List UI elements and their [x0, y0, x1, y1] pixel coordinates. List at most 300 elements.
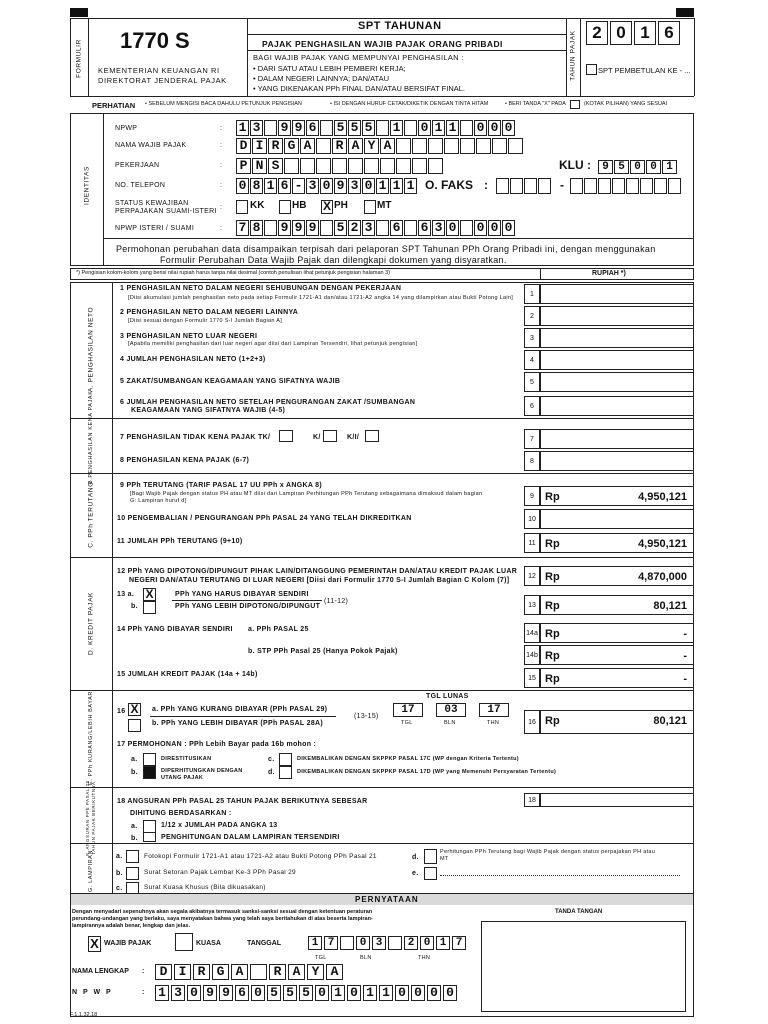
digit-cell[interactable] [404, 220, 417, 236]
digit-cell[interactable]: R [332, 138, 347, 154]
digit-cell[interactable]: 0 [362, 178, 375, 194]
ptkp-k-box[interactable] [323, 430, 337, 442]
lampiran-a-checkbox[interactable] [126, 850, 139, 863]
line-16-num: 16 [524, 710, 540, 734]
faks-cell[interactable] [570, 178, 583, 194]
line-1-amount[interactable] [540, 284, 694, 304]
line-6b: KEAGAMAAN YANG SIFATNYA WAJIB (4-5) [131, 407, 286, 414]
digit-cell[interactable]: 1 [236, 120, 249, 136]
digit-cell[interactable]: 3 [306, 178, 319, 194]
line-6a: 6 JUMLAH PENGHASILAN NETO SETELAH PENGURANGAN ZAKAT /SUMBANGAN [120, 399, 416, 406]
digit-cell[interactable]: 0 [630, 160, 645, 174]
line-14b-amount[interactable]: Rp - [540, 645, 694, 665]
digit-cell[interactable]: 1 [363, 985, 377, 1001]
section-g-label: G. LAMPIRAN [88, 849, 94, 893]
line-16a: a. PPh YANG KURANG DIBAYAR (PPh PASAL 29) [152, 706, 328, 713]
tahun-pajak-digits[interactable] [586, 21, 682, 45]
digit-cell[interactable] [320, 120, 333, 136]
digit-cell[interactable]: 0 [474, 220, 487, 236]
digit-cell[interactable]: 1 [390, 178, 403, 194]
line-10-num: 10 [524, 509, 540, 529]
line-16-formula: (13-15) [354, 713, 379, 720]
line-3: 3 PENGHASILAN NETO LUAR NEGERI [120, 333, 258, 340]
section-e-label: E. PPh KURANG/LEBIH BAYAR [88, 691, 94, 785]
digit-cell[interactable] [364, 158, 379, 174]
criteria-item-2: • DALAM NEGERI LAINNYA; DAN/ATAU [253, 74, 389, 83]
digit-cell[interactable]: 6 [235, 985, 249, 1001]
lampiran-b: Surat Setoran Pajak Lembar Ke-3 PPh Pasal 29 [144, 869, 296, 876]
line-9-num: 9 [524, 486, 540, 506]
perhatian-note-2: • ISI DENGAN HURUF CETAK/DIKETIK DENGAN TINTA HITAM [330, 101, 489, 107]
tahun-digit[interactable]: 1 [634, 21, 656, 45]
digit-cell[interactable]: A [300, 138, 315, 154]
perhatian-note-4: (KOTAK PILIHAN) YANG SESUAI [584, 101, 668, 107]
tgl-lunas-day[interactable]: 17 [393, 703, 423, 717]
status-hb-checkbox[interactable] [279, 200, 291, 214]
skppkp-17d-checkbox[interactable] [279, 766, 292, 779]
lampiran-e-checkbox[interactable] [424, 867, 437, 880]
digit-cell[interactable]: 3 [348, 178, 361, 194]
digit-cell[interactable]: 5 [362, 120, 375, 136]
digit-cell[interactable]: 9 [334, 178, 347, 194]
digit-cell[interactable]: 3 [250, 120, 263, 136]
angsuran-b-checkbox[interactable] [143, 832, 156, 842]
digit-cell[interactable] [396, 158, 411, 174]
line-11-amount[interactable]: Rp 4,950,121 [540, 533, 694, 553]
line-16b-checkbox[interactable] [128, 719, 141, 732]
digit-cell[interactable]: 1 [390, 120, 403, 136]
status-label-2: PERPAJAKAN SUAMI-ISTERI [115, 208, 217, 215]
digit-cell[interactable]: 5 [334, 120, 347, 136]
digit-cell[interactable]: 1 [662, 160, 677, 174]
kuasa-label: KUASA [196, 940, 221, 947]
digit-cell[interactable]: 0 [315, 985, 329, 1001]
pembetulan-checkbox[interactable] [586, 64, 597, 75]
npwp-istri-field[interactable] [236, 220, 516, 236]
digit-cell[interactable]: I [252, 138, 267, 154]
line-10-amount[interactable] [540, 509, 694, 529]
digit-cell[interactable] [428, 138, 443, 154]
digit-cell[interactable] [412, 158, 427, 174]
digit-cell[interactable]: A [288, 964, 305, 980]
restitusi-checkbox[interactable] [143, 753, 156, 766]
digit-cell[interactable]: 1 [432, 120, 445, 136]
digit-cell[interactable]: 1 [376, 178, 389, 194]
digit-cell[interactable]: R [268, 138, 283, 154]
digit-cell[interactable]: 5 [348, 120, 361, 136]
line-16-amount[interactable]: Rp 80,121 [540, 710, 694, 734]
line-14a: a. PPh PASAL 25 [248, 626, 309, 633]
klu-field[interactable] [598, 160, 678, 174]
digit-cell[interactable] [460, 138, 475, 154]
line-18-sub: DIHITUNG BERDASARKAN : [130, 810, 232, 817]
line-7: 7 PENGHASILAN TIDAK KENA PAJAK TK/ [120, 434, 271, 441]
digit-cell[interactable]: A [326, 964, 343, 980]
line-11-num: 11 [524, 533, 540, 553]
line-18b: PENGHITUNGAN DALAM LAMPIRAN TERSENDIRI [161, 834, 340, 841]
line-13-amount[interactable]: Rp 80,121 [540, 595, 694, 615]
permohonan-line-2: Formulir Perubahan Data Wajib Pajak dan dilengkapi dokumen yang disyaratkan. [160, 255, 507, 265]
digit-cell[interactable]: 5 [283, 985, 297, 1001]
digit-cell[interactable]: 2 [348, 220, 361, 236]
section-c-label: C. PPh TERUTANG [87, 481, 95, 548]
digit-cell[interactable] [428, 158, 443, 174]
line-13-formula: (11-12) [324, 598, 349, 605]
faks-cell[interactable] [538, 178, 551, 194]
line-13-prefix: 13 a. [117, 591, 135, 598]
status-kk-checkbox[interactable] [236, 200, 248, 214]
digit-cell[interactable]: 0 [356, 936, 370, 950]
digit-cell[interactable]: 0 [502, 120, 515, 136]
digit-cell[interactable]: 9 [306, 220, 319, 236]
digit-cell[interactable]: D [236, 138, 251, 154]
line-18-num: 18 [524, 793, 540, 807]
tanggal-field[interactable] [308, 936, 468, 950]
faks-cell[interactable] [598, 178, 611, 194]
status-mt-label: MT [377, 200, 392, 211]
kuasa-checkbox[interactable] [175, 933, 193, 951]
digit-cell[interactable]: 1 [264, 178, 277, 194]
line-2: 2 PENGHASILAN NETO DALAM NEGERI LAINNYA [120, 309, 299, 316]
tgl-lunas-label: TGL LUNAS [426, 693, 469, 700]
digit-cell[interactable]: 2 [404, 936, 418, 950]
faks-field-prefix[interactable] [496, 178, 552, 194]
digit-cell[interactable]: 8 [250, 220, 263, 236]
digit-cell[interactable] [396, 138, 411, 154]
digit-cell[interactable]: 0 [347, 985, 361, 1001]
line-18a: 1/12 x JUMLAH PADA ANGKA 13 [161, 822, 278, 829]
line-8-num: 8 [524, 451, 540, 471]
corner-mark-right [676, 8, 694, 17]
digit-cell[interactable]: 9 [278, 120, 291, 136]
digit-cell[interactable]: A [348, 138, 363, 154]
line-6-amount[interactable] [540, 396, 694, 416]
page-title: SPT TAHUNAN [358, 20, 442, 32]
lampiran-d-2: MT [440, 856, 449, 862]
digit-cell[interactable]: D [155, 964, 172, 980]
line-3-num: 3 [524, 328, 540, 348]
digit-cell[interactable] [250, 964, 267, 980]
line-11-value: 4,950,121 [638, 538, 687, 550]
faks-cell[interactable] [496, 178, 509, 194]
line-2-amount[interactable] [540, 306, 694, 326]
digit-cell[interactable]: 8 [250, 178, 263, 194]
digit-cell[interactable]: G [284, 138, 299, 154]
digit-cell[interactable]: N [252, 158, 267, 174]
table-header-note: *) Pengisian kolom-kolom yang berisi nilai rupiah harus tanpa nilai desimal (contoh penulisan lihat petunjuk pengisian halaman 3) [76, 270, 390, 276]
digit-cell[interactable] [376, 220, 389, 236]
line-1-note: [Diisi akumulasi jumlah penghasilan neto pada setiap Formulir 1721-A1 dan/atau 1721-A2 angka 14 yang dilampirkan atau Bukti Potong Lain] [128, 295, 514, 301]
digit-cell[interactable]: Y [364, 138, 379, 154]
digit-cell[interactable] [380, 158, 395, 174]
digit-cell[interactable] [316, 158, 331, 174]
line-13a-checkbox[interactable]: X [143, 588, 156, 601]
tahun-digit[interactable]: 6 [658, 21, 680, 45]
pernyataan-text-3: lampirannya adalah benar, lengkap dan jelas. [72, 923, 190, 929]
section-d-label: D. KREDIT PAJAK [87, 592, 95, 655]
npwp-label: NPWP [115, 125, 138, 132]
tahun-digit[interactable]: 2 [586, 21, 608, 45]
digit-cell[interactable]: 1 [331, 985, 345, 1001]
digit-cell[interactable]: 0 [236, 178, 249, 194]
line-14: 14 PPh YANG DIBAYAR SENDIRI [117, 626, 233, 633]
ptkp-ki-box[interactable] [365, 430, 379, 442]
npwp-istri-label: NPWP ISTERI / SUAMI [115, 225, 195, 232]
skppkp-17c-checkbox[interactable] [279, 753, 292, 766]
nama-field[interactable] [236, 138, 524, 154]
line-15-amount[interactable]: Rp - [540, 668, 694, 688]
perhatian-note-1: • SEBELUM MENGISI BACA DAHULU PETUNJUK PENGISIAN [145, 101, 302, 107]
digit-cell[interactable]: 3 [362, 220, 375, 236]
digit-cell[interactable] [264, 220, 277, 236]
status-ph-checkbox[interactable]: X [322, 199, 331, 213]
line-8-amount[interactable] [540, 451, 694, 471]
corner-mark-left [70, 8, 88, 17]
telepon-field[interactable] [236, 178, 418, 194]
tgl-lunas-month[interactable]: 03 [436, 703, 466, 717]
line-18-amount[interactable] [540, 793, 694, 807]
line-14b-num: 14b [524, 645, 540, 665]
digit-cell[interactable]: 0 [411, 985, 425, 1001]
digit-cell[interactable]: A [231, 964, 248, 980]
digit-cell[interactable]: 0 [187, 985, 201, 1001]
line-2-num: 2 [524, 306, 540, 326]
faks-cell[interactable] [612, 178, 625, 194]
diperhitungkan-checkbox[interactable] [143, 766, 156, 779]
digit-cell[interactable]: 9 [219, 985, 233, 1001]
pernyataan-text-2: perundang-undangan yang berlaku, saya menyatakan bahwa yang telah saya beritahukan di atas beserta lampiran- [72, 916, 373, 922]
digit-cell[interactable]: 1 [379, 985, 393, 1001]
digit-cell[interactable] [460, 220, 473, 236]
line-5-num: 5 [524, 372, 540, 392]
digit-cell[interactable] [412, 138, 427, 154]
digit-cell[interactable] [340, 936, 354, 950]
digit-cell[interactable]: 9 [292, 220, 305, 236]
digit-cell[interactable] [320, 220, 333, 236]
ministry-line-2: DIREKTORAT JENDERAL PAJAK [98, 76, 227, 85]
digit-cell[interactable]: 7 [452, 936, 466, 950]
digit-cell[interactable]: 0 [502, 220, 515, 236]
line-13b-checkbox[interactable] [143, 601, 156, 614]
digit-cell[interactable] [444, 138, 459, 154]
ptkp-tk-box[interactable] [279, 430, 293, 442]
telepon-label: NO. TELEPON [115, 182, 166, 189]
faks-cell[interactable] [626, 178, 639, 194]
pernyataan-title: PERNYATAAN [355, 895, 419, 904]
digit-cell[interactable]: 6 [418, 220, 431, 236]
pernyataan-text-1: Dengan menyadari sepenuhnya akan segala akibatnya termasuk sanksi-sanksi sesuai dengan ketentuan peraturan [72, 909, 373, 915]
tahun-pajak-label: TAHUN PAJAK [569, 30, 577, 81]
digit-cell[interactable]: 3 [432, 220, 445, 236]
line-14a-amount[interactable]: Rp - [540, 623, 694, 643]
digit-cell[interactable]: 1 [446, 120, 459, 136]
signature-box[interactable] [481, 921, 686, 1012]
line-12b: NEGERI DAN/ATAU TERUTANG DI LUAR NEGERI [Diisi dari Formulir 1770 S-I Jumlah Bagian C Kolom (7)] [129, 577, 510, 584]
digit-cell[interactable] [264, 120, 277, 136]
line-6-num: 6 [524, 396, 540, 416]
line-9-note-1: [Bagi Wajib Pajak dengan status PH atau MT diisi dari Lampiran Perhitungan PPh Terutang sebagaimana dimaksud dalam bagian [130, 491, 483, 497]
digit-cell[interactable]: 0 [488, 220, 501, 236]
digit-cell[interactable]: I [174, 964, 191, 980]
digit-cell[interactable]: 0 [443, 985, 457, 1001]
line-4: 4 JUMLAH PENGHASILAN NETO (1+2+3) [120, 356, 266, 363]
permohonan-line-1: Permohonan perubahan data disampaikan terpisah dari pelaporan SPT Tahunan PPh Orang Pribadi ini, dengan menggunakan [116, 244, 656, 254]
line-9-amount[interactable]: Rp 4,950,121 [540, 486, 694, 506]
digit-cell[interactable]: R [193, 964, 210, 980]
wajib-pajak-checkbox[interactable]: X [88, 936, 101, 952]
digit-cell[interactable]: 9 [278, 220, 291, 236]
digit-cell[interactable]: 9 [203, 985, 217, 1001]
line-8: 8 PENGHASILAN KENA PAJAK (6-7) [120, 457, 250, 464]
digit-cell[interactable] [460, 120, 473, 136]
nama-lengkap-field[interactable] [155, 964, 345, 980]
digit-cell[interactable]: 0 [446, 220, 459, 236]
digit-cell[interactable]: 5 [299, 985, 313, 1001]
section-b-label: B.PENGHASILAN KENA PAJAK [88, 390, 94, 484]
digit-cell[interactable]: 1 [308, 936, 322, 950]
digit-cell[interactable] [376, 120, 389, 136]
digit-cell[interactable] [492, 138, 507, 154]
tanda-tangan-label: TANDA TANGAN [555, 909, 603, 915]
line-17a: DIRESTITUSIKAN [161, 756, 212, 762]
line-16a-checkbox[interactable]: X [128, 703, 141, 716]
digit-cell[interactable] [332, 158, 347, 174]
line-14a-num: 14a [524, 623, 540, 643]
line-14b-value: - [683, 650, 687, 662]
perhatian-note-3: • BERI TANDA "X" PADA [505, 101, 566, 107]
digit-cell[interactable]: 6 [306, 120, 319, 136]
line-14a-value: - [683, 628, 687, 640]
lampiran-c: Surat Kuasa Khusus (Bila dikuasakan) [144, 884, 266, 891]
digit-cell[interactable]: Y [307, 964, 324, 980]
digit-cell[interactable]: 5 [334, 220, 347, 236]
digit-cell[interactable]: 0 [395, 985, 409, 1001]
line-12a: 12 PPh YANG DIPOTONG/DIPUNGUT PIHAK LAIN/DITANGGUNG PEMERINTAH DAN/ATAU KREDIT PAJAK LUAR [117, 568, 518, 575]
digit-cell[interactable]: R [269, 964, 286, 980]
digit-cell[interactable]: 9 [292, 120, 305, 136]
digit-cell[interactable] [316, 138, 331, 154]
line-12-value: 4,870,000 [638, 571, 687, 583]
criteria-item-3: • YANG DIKENAKAN PPh FINAL DAN/ATAU BERSIFAT FINAL. [253, 84, 465, 93]
klu-label: KLU : [559, 158, 591, 172]
digit-cell[interactable]: 0 [646, 160, 661, 174]
lampiran-b-checkbox[interactable] [126, 867, 139, 880]
digit-cell[interactable]: - [292, 178, 305, 194]
digit-cell[interactable]: G [212, 964, 229, 980]
line-3-note: [Apabila memiliki penghasilan dari luar negeri agar diisi dari Lampiran Tersendiri, lihat petunjuk pengisian] [128, 341, 418, 347]
line-13-value: 80,121 [653, 600, 687, 612]
lampiran-a: Fotokopi Formulir 1721-A1 atau 1721-A2 atau Bukti Potong PPh Pasal 21 [144, 853, 377, 860]
lampiran-d-checkbox[interactable] [424, 849, 437, 864]
faks-field-number[interactable] [570, 178, 682, 194]
digit-cell[interactable] [508, 138, 523, 154]
digit-cell[interactable]: S [268, 158, 283, 174]
line-2-note: [Diisi sesuai dengan Formulir 1770 S-I Jumlah Bagian A] [128, 318, 283, 324]
digit-cell[interactable]: 6 [390, 220, 403, 236]
line-12-amount[interactable]: Rp 4,870,000 [540, 566, 694, 586]
line-3-amount[interactable] [540, 328, 694, 348]
status-mt-checkbox[interactable] [364, 200, 376, 214]
line-13b: PPh YANG LEBIH DIPOTONG/DIPUNGUT [175, 603, 321, 610]
status-ph-label: PH [334, 200, 348, 211]
line-17c: DIKEMBALIKAN DENGAN SKPPKP PASAL 17C (WP dengan Kriteria Tertentu) [297, 756, 519, 762]
line-14b: b. STP PPh Pasal 25 (Hanya Pokok Pajak) [248, 648, 398, 655]
section-a-label: A. PENGHASILAN NETO [87, 306, 95, 393]
digit-cell[interactable]: 3 [372, 936, 386, 950]
digit-cell[interactable]: 0 [418, 120, 431, 136]
line-7-amount[interactable] [540, 429, 694, 449]
digit-cell[interactable]: 3 [171, 985, 185, 1001]
digit-cell[interactable]: P [236, 158, 251, 174]
digit-cell[interactable]: 0 [488, 120, 501, 136]
line-9-note-2: G: Lampiran huruf d] [130, 498, 187, 504]
digit-cell[interactable]: 1 [436, 936, 450, 950]
faks-cell[interactable] [640, 178, 653, 194]
npwp-bottom-field[interactable] [155, 985, 459, 1001]
faks-cell[interactable] [654, 178, 667, 194]
faks-cell[interactable] [584, 178, 597, 194]
wajib-pajak-label: WAJIB PAJAK [104, 940, 152, 947]
ministry-line-1: KEMENTERIAN KEUANGAN RI [98, 66, 220, 75]
digit-cell[interactable]: A [380, 138, 395, 154]
digit-cell[interactable]: 1 [155, 985, 169, 1001]
digit-cell[interactable] [300, 158, 315, 174]
digit-cell[interactable]: 5 [267, 985, 281, 1001]
line-7-num: 7 [524, 429, 540, 449]
line-16-value: 80,121 [653, 715, 687, 727]
digit-cell[interactable] [348, 158, 363, 174]
digit-cell[interactable]: 0 [474, 120, 487, 136]
digit-cell[interactable]: 0 [420, 936, 434, 950]
digit-cell[interactable]: 9 [598, 160, 613, 174]
line-4-num: 4 [524, 350, 540, 370]
line-13-num: 13 [524, 595, 540, 615]
npwp-field[interactable] [236, 120, 516, 136]
rupiah-header: RUPIAH *) [592, 270, 626, 277]
digit-cell[interactable] [284, 158, 299, 174]
digit-cell[interactable]: 6 [278, 178, 291, 194]
digit-cell[interactable] [476, 138, 491, 154]
criteria-item-1: • DARI SATU ATAU LEBIH PEMBERI KERJA; [253, 64, 406, 73]
digit-cell[interactable]: 1 [404, 178, 417, 194]
digit-cell[interactable]: 0 [251, 985, 265, 1001]
status-label-1: STATUS KEWAJIBAN [115, 200, 189, 207]
digit-cell[interactable]: 7 [324, 936, 338, 950]
faks-cell[interactable] [510, 178, 523, 194]
formulir-label: FORMULIR [75, 39, 83, 78]
digit-cell[interactable]: 0 [427, 985, 441, 1001]
npwp-bottom-label: N P W P [72, 989, 113, 996]
pekerjaan-field[interactable] [236, 158, 444, 174]
line-4-amount[interactable] [540, 350, 694, 370]
tahun-digit[interactable]: 0 [610, 21, 632, 45]
faks-label: O. FAKS [425, 178, 474, 192]
tgl-lunas-year[interactable]: 17 [479, 703, 509, 717]
digit-cell[interactable] [388, 936, 402, 950]
faks-cell[interactable] [668, 178, 681, 194]
faks-cell[interactable] [524, 178, 537, 194]
line-16-prefix: 16 [117, 708, 126, 715]
digit-cell[interactable] [404, 120, 417, 136]
line-5-amount[interactable] [540, 372, 694, 392]
nama-lengkap-label: NAMA LENGKAP [72, 968, 129, 975]
digit-cell[interactable]: 5 [614, 160, 629, 174]
digit-cell[interactable]: 7 [236, 220, 249, 236]
digit-cell[interactable]: 0 [320, 178, 333, 194]
tanggal-label: TANGGAL [247, 940, 282, 947]
status-kk-label: KK [250, 200, 265, 211]
section-f-label: F. ANGSURAN PPh PASAL 25 TAHUN PAJAK BERIKUTNYA [85, 780, 96, 856]
